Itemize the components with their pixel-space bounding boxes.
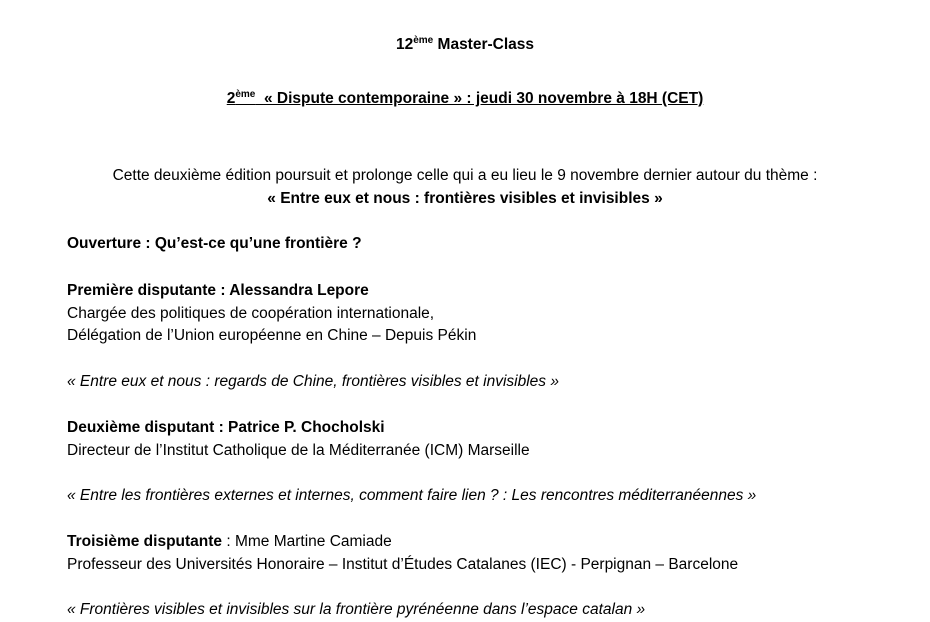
speaker-1-affiliation-1: Chargée des politiques de coopération internationale, (67, 304, 435, 322)
dispute-title (0, 89, 930, 109)
dispute-superscript: ème (235, 89, 256, 100)
speaker-1-role: Première disputante : Alessandra Lepore (67, 282, 369, 299)
speaker-2-heading (67, 417, 530, 440)
speaker-3-name: : Mme Martine Camiade (222, 533, 392, 550)
intro-text: Cette deuxième édition poursuit et prolonge celle qui a eu lieu le 9 novembre dernier autour du thème : (112, 167, 818, 184)
speaker-3 (67, 531, 738, 576)
dispute-number: 2 (226, 90, 236, 107)
speaker-2-name: : Patrice P. Chocholski (214, 419, 385, 436)
speaker-3-affiliation-1: Professeur des Universités Honoraire – Institut d’Études Catalanes (IEC) - Perpignan – Barcelone (67, 555, 739, 573)
speaker-2-affiliation-1: Directeur de l’Institut Catholique de la Méditerranée (ICM) Marseille (67, 441, 530, 459)
dispute-label: « Dispute contemporaine » : jeudi 30 novembre à 18H (CET) (263, 90, 704, 107)
master-class-label: Master-Class (437, 36, 535, 53)
opening-heading: Ouverture : Qu’est-ce qu’une frontière ? (67, 235, 362, 252)
master-class-superscript: ème (413, 35, 434, 46)
speaker-2 (67, 417, 530, 462)
speaker-1-heading (67, 280, 476, 303)
speaker-3-heading (67, 531, 738, 554)
speaker-1-affiliation-2: Délégation de l’Union européenne en Chine – Depuis Pékin (67, 327, 477, 344)
speaker-1 (67, 280, 476, 348)
speaker-1-talk: « Entre eux et nous : regards de Chine, frontières visibles et invisibles » (67, 373, 559, 390)
speaker-2-role: Deuxième disputant (67, 419, 215, 436)
speaker-3-role: Troisième disputante (67, 533, 223, 550)
master-class-title (0, 35, 930, 55)
speaker-3-talk: « Frontières visibles et invisibles sur la frontière pyrénéenne dans l’espace catalan » (67, 601, 646, 618)
master-class-number: 12 (395, 36, 414, 53)
intro-theme: « Entre eux et nous : frontières visibles et invisibles » (267, 190, 663, 207)
speaker-2-talk: « Entre les frontières externes et internes, comment faire lien ? : Les rencontres méditerranéennes » (67, 487, 757, 504)
